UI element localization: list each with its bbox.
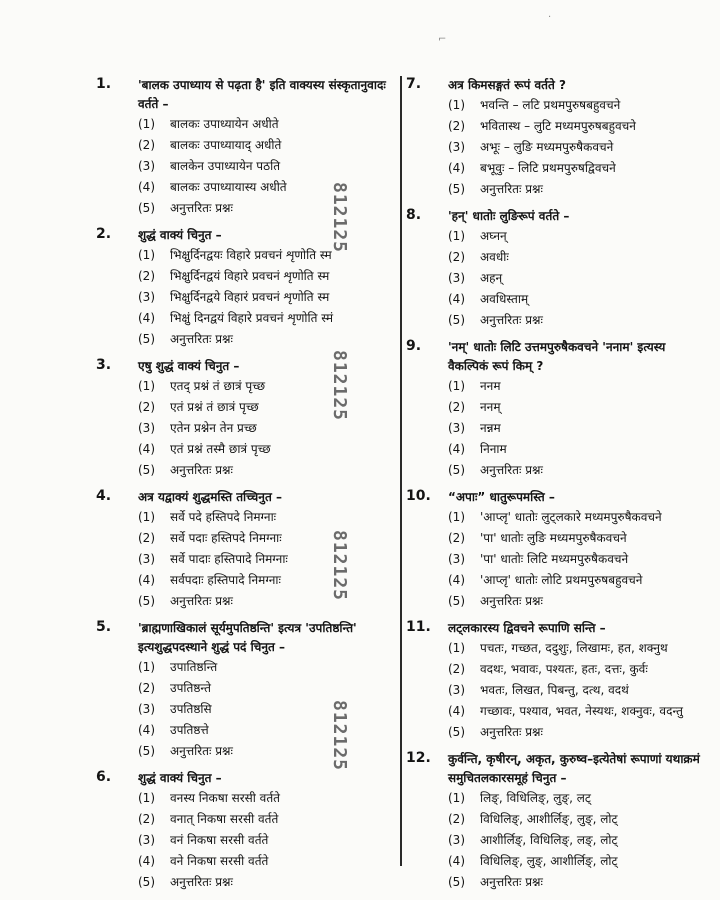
question-text: 'बालक उपाध्याय से पढ़ता है' इति वाक्यस्य संस्कृतानुवादः वर्तते – xyxy=(138,78,386,111)
option-number: (5) xyxy=(138,463,155,477)
question-text: लट्लकारस्य द्विवचने रूपाणि सन्ति – xyxy=(448,621,606,635)
option-number: (1) xyxy=(448,229,465,243)
option-number: (3) xyxy=(448,683,465,697)
option-number: (3) xyxy=(448,140,465,154)
option-text: नन्नम xyxy=(480,421,501,435)
answer-option xyxy=(448,570,708,591)
answer-option xyxy=(448,439,708,460)
option-text: एतं प्रश्नं तस्मै छात्रं पृच्छ xyxy=(170,442,271,456)
answer-option xyxy=(448,722,708,743)
option-text: ननम् xyxy=(480,400,501,414)
option-text: वदथः, भवावः, पश्यतः, हतः, दत्तः, कुर्वः xyxy=(480,662,648,676)
question-text: 'नम्' धातोः लिटि उत्तमपुरुषैकवचने 'ननाम' इत्यस्य वैकल्पिकं रूपं किम् ? xyxy=(448,340,666,373)
option-text: बालकः उपाध्यायाद् अधीते xyxy=(170,138,282,152)
option-number: (5) xyxy=(448,463,465,477)
answer-option xyxy=(448,460,708,481)
option-number: (3) xyxy=(448,271,465,285)
answer-option xyxy=(448,268,708,289)
answer-option xyxy=(448,549,708,570)
option-number: (4) xyxy=(138,723,155,737)
option-number: (4) xyxy=(448,704,465,718)
option-number: (2) xyxy=(448,400,465,414)
question-block xyxy=(408,338,708,481)
option-text: अनुत्तरितः प्रश्नः xyxy=(480,725,543,739)
option-number: (1) xyxy=(448,791,465,805)
answer-option xyxy=(138,245,398,266)
watermark-1: 812125 xyxy=(329,182,350,254)
watermark-3: 812125 xyxy=(329,530,350,602)
option-number: (2) xyxy=(448,119,465,133)
option-number: (3) xyxy=(138,421,155,435)
answer-option xyxy=(448,397,708,418)
option-text: एतं प्रश्नं तं छात्रं पृच्छ xyxy=(170,400,259,414)
answer-option xyxy=(448,872,708,893)
answer-option xyxy=(448,701,708,722)
question-block xyxy=(408,488,708,612)
answer-option xyxy=(138,851,398,872)
option-number: (5) xyxy=(138,201,155,215)
question-text: अत्र यद्वाक्यं शुद्धमस्ति तच्चिनुत – xyxy=(138,490,282,504)
option-text: अनुत्तरितः प्रश्नः xyxy=(480,313,543,327)
option-text: अनुत्तरितः प्रश्नः xyxy=(170,463,233,477)
answer-option xyxy=(138,741,398,762)
option-number: (3) xyxy=(138,290,155,304)
answer-option xyxy=(448,116,708,137)
question-text: एषु शुद्धं वाक्यं चिनुत – xyxy=(138,359,240,373)
option-number: (3) xyxy=(138,552,155,566)
question-number: 7. xyxy=(406,76,422,92)
answer-option xyxy=(138,135,398,156)
option-number: (1) xyxy=(138,791,155,805)
question-number: 9. xyxy=(406,338,422,354)
option-number: (1) xyxy=(138,117,155,131)
option-text: अनुत्तरितः प्रश्नः xyxy=(170,332,233,346)
question-number: 11. xyxy=(406,619,431,635)
answer-option xyxy=(448,788,708,809)
answer-option xyxy=(448,528,708,549)
answer-option xyxy=(138,418,398,439)
answer-option xyxy=(448,179,708,200)
question-block xyxy=(98,357,398,481)
option-number: (5) xyxy=(448,875,465,889)
option-text: अनुत्तरितः प्रश्नः xyxy=(480,594,543,608)
option-number: (1) xyxy=(138,510,155,524)
option-text: भिक्षुर्दिनद्वयं विहारे प्रवचनं शृणोति स्म xyxy=(170,269,330,283)
option-text: अघ्नन् xyxy=(480,229,507,243)
option-number: (4) xyxy=(448,161,465,175)
option-number: (2) xyxy=(448,250,465,264)
option-text: अनुत्तरितः प्रश्नः xyxy=(480,182,543,196)
answer-option xyxy=(448,507,708,528)
option-text: भवितास्थ – लुटि मध्यमपुरुषबहुवचने xyxy=(480,119,636,133)
answer-option xyxy=(138,830,398,851)
option-text: अनुत्तरितः प्रश्नः xyxy=(170,875,233,889)
option-text: वनं निकषा सरसी वर्तते xyxy=(170,833,269,847)
option-number: (4) xyxy=(138,180,155,194)
answer-option xyxy=(448,418,708,439)
option-text: भिक्षुं दिनद्वयं विहारे प्रवचनं शृणोति स्मं xyxy=(170,311,334,325)
option-number: (4) xyxy=(448,292,465,306)
answer-option xyxy=(138,699,398,720)
option-text: बालकः उपाध्यायास्य अधीते xyxy=(170,180,287,194)
answer-option xyxy=(448,830,708,851)
answer-option xyxy=(138,266,398,287)
question-block xyxy=(408,76,708,200)
option-text: अनुत्तरितः प्रश्नः xyxy=(480,875,543,889)
option-text: विधिलिङ्, आशीर्लिङ्, लुङ्, लोट् xyxy=(480,812,618,826)
option-text: अनुत्तरितः प्रश्नः xyxy=(170,594,233,608)
answer-option xyxy=(138,397,398,418)
option-number: (5) xyxy=(138,744,155,758)
question-number: 10. xyxy=(406,488,431,504)
option-number: (5) xyxy=(138,594,155,608)
option-number: (5) xyxy=(448,313,465,327)
answer-option xyxy=(448,638,708,659)
option-number: (5) xyxy=(138,332,155,346)
answer-option xyxy=(138,177,398,198)
option-text: अवधीः xyxy=(480,250,509,264)
option-number: (3) xyxy=(448,421,465,435)
question-block xyxy=(98,619,398,762)
answer-option xyxy=(448,247,708,268)
answer-option xyxy=(138,528,398,549)
option-text: गच्छावः, पश्याव, भवत, नेस्यथः, शक्नुवः, वदन्तु xyxy=(480,704,683,718)
option-text: आशीर्लिङ्, विधिलिङ्, लङ्, लोट् xyxy=(480,833,618,847)
question-number: 3. xyxy=(96,357,112,373)
option-text: सर्वपदाः हस्तिपादे निमग्नाः xyxy=(170,573,281,587)
question-number: 8. xyxy=(406,207,422,223)
question-number: 6. xyxy=(96,769,112,785)
question-block xyxy=(98,226,398,350)
question-text: अत्र किमसङ्गतं रूपं वर्तते ? xyxy=(448,78,567,92)
option-number: (1) xyxy=(138,660,155,674)
option-text: उपातिष्ठन्ति xyxy=(170,660,218,674)
option-number: (4) xyxy=(138,573,155,587)
option-text: निनाम xyxy=(480,442,507,456)
answer-option xyxy=(138,507,398,528)
right-column xyxy=(408,76,708,900)
option-number: (3) xyxy=(138,833,155,847)
option-number: (5) xyxy=(448,182,465,196)
question-text: कुर्वन्ति, कृषीरन्, अकृत, कुरुष्व–इत्येतेषां रूपाणां यथाक्रमं समुचितलकारसमूहं चिनुत – xyxy=(448,752,700,785)
option-text: अवधिस्ताम् xyxy=(480,292,529,306)
question-text: शुद्धं वाक्यं चिनुत – xyxy=(138,771,222,785)
option-number: (2) xyxy=(138,269,155,283)
option-number: (4) xyxy=(138,311,155,325)
question-block xyxy=(408,619,708,743)
option-text: 'आप्लृ' धातोः लोटि प्रथमपुरुषबहुवचने xyxy=(480,573,643,587)
option-number: (2) xyxy=(448,812,465,826)
option-text: अनुत्तरितः प्रश्नः xyxy=(480,463,543,477)
answer-option xyxy=(138,287,398,308)
answer-option xyxy=(448,680,708,701)
question-number: 5. xyxy=(96,619,112,635)
option-number: (5) xyxy=(138,875,155,889)
option-number: (1) xyxy=(448,98,465,112)
option-number: (1) xyxy=(448,510,465,524)
answer-option xyxy=(448,376,708,397)
question-block xyxy=(408,207,708,331)
answer-option xyxy=(448,310,708,331)
question-number: 2. xyxy=(96,226,112,242)
question-number: 1. xyxy=(96,76,112,92)
option-number: (1) xyxy=(448,641,465,655)
answer-option xyxy=(138,439,398,460)
answer-option xyxy=(138,329,398,350)
answer-option xyxy=(138,591,398,612)
answer-option xyxy=(138,114,398,135)
answer-option xyxy=(138,570,398,591)
scan-mark: ⌐ xyxy=(438,34,447,45)
option-text: भवतः, लिखत, पिबन्तु, दत्थ, वदथं xyxy=(480,683,629,697)
option-number: (2) xyxy=(138,681,155,695)
answer-option xyxy=(448,851,708,872)
question-number: 12. xyxy=(406,750,431,766)
answer-option xyxy=(448,226,708,247)
option-text: भिक्षुर्दिनद्वयः विहारे प्रवचनं शृणोति स्म xyxy=(170,248,332,262)
question-block xyxy=(98,76,398,219)
option-number: (4) xyxy=(138,854,155,868)
option-text: सर्वे पदाः हस्तिपदे निमग्नाः xyxy=(170,531,282,545)
option-text: वनस्य निकषा सरसी वर्तते xyxy=(170,791,281,805)
answer-option xyxy=(138,872,398,893)
answer-option xyxy=(138,198,398,219)
answer-option xyxy=(448,591,708,612)
option-number: (4) xyxy=(448,442,465,456)
answer-option xyxy=(448,809,708,830)
option-number: (3) xyxy=(448,552,465,566)
answer-option xyxy=(448,289,708,310)
option-text: अनुत्तरितः प्रश्नः xyxy=(170,201,233,215)
question-text: शुद्धं वाक्यं चिनुत – xyxy=(138,228,222,242)
option-text: वने निकषा सरसी वर्तते xyxy=(170,854,269,868)
answer-option xyxy=(448,659,708,680)
option-number: (4) xyxy=(138,442,155,456)
answer-option xyxy=(138,788,398,809)
answer-option xyxy=(138,460,398,481)
question-block xyxy=(98,769,398,893)
scan-mark: · xyxy=(548,12,552,23)
option-number: (2) xyxy=(138,812,155,826)
option-number: (2) xyxy=(138,138,155,152)
option-number: (2) xyxy=(138,531,155,545)
answer-option xyxy=(138,809,398,830)
option-text: 'आप्लृ' धातोः लुट्लकारे मध्यमपुरुषैकवचने xyxy=(480,510,662,524)
answer-option xyxy=(448,95,708,116)
option-text: अभूः – लुङि मध्यमपुरुषैकवचने xyxy=(480,140,614,154)
question-block xyxy=(408,750,708,893)
option-text: अनुत्तरितः प्रश्नः xyxy=(170,744,233,758)
option-text: उपतिष्ठसि xyxy=(170,702,212,716)
option-text: उपतिष्ठन्ते xyxy=(170,681,211,695)
option-text: अहन् xyxy=(480,271,503,285)
option-text: उपतिष्ठत्ते xyxy=(170,723,209,737)
option-text: लिङ्, विधिलिङ्, लुङ्, लट् xyxy=(480,791,591,805)
option-number: (1) xyxy=(448,379,465,393)
option-text: सर्वे पदे हस्तिपदे निमग्नाः xyxy=(170,510,277,524)
option-text: बालकेन उपाध्यायेन पठति xyxy=(170,159,281,173)
answer-option xyxy=(448,158,708,179)
option-number: (3) xyxy=(138,702,155,716)
option-number: (4) xyxy=(448,573,465,587)
option-text: विधिलिङ्, लुङ्, आशीर्लिङ्, लोट् xyxy=(480,854,618,868)
answer-option xyxy=(138,156,398,177)
answer-option xyxy=(138,678,398,699)
option-number: (2) xyxy=(448,662,465,676)
question-text: “अपाः” धातुरूपमस्ति – xyxy=(448,490,555,504)
answer-option xyxy=(138,308,398,329)
option-number: (5) xyxy=(448,594,465,608)
option-number: (3) xyxy=(138,159,155,173)
option-text: एतेन प्रश्नेन तेन प्रच्छ xyxy=(170,421,257,435)
watermark-4: 812125 xyxy=(329,700,350,772)
option-text: भिक्षुर्दिनद्वये विहारं प्रवचनं शृणोति स्म xyxy=(170,290,330,304)
option-number: (1) xyxy=(138,248,155,262)
option-number: (4) xyxy=(448,854,465,868)
question-text: 'ब्राह्मणाखिकालं सूर्यमुपतिष्ठन्ति' इत्यत्र 'उपतिष्ठन्ति' इत्यशुद्धपदस्थाने शुद्धं पदं चिनुत – xyxy=(138,621,357,654)
option-text: सर्वे पादाः हस्तिपादे निमग्नाः xyxy=(170,552,288,566)
column-divider xyxy=(400,76,402,866)
question-block xyxy=(98,488,398,612)
option-text: ननम xyxy=(480,379,501,393)
answer-option xyxy=(138,657,398,678)
answer-option xyxy=(138,720,398,741)
option-number: (1) xyxy=(138,379,155,393)
question-number: 4. xyxy=(96,488,112,504)
option-number: (5) xyxy=(448,725,465,739)
watermark-2: 812125 xyxy=(329,350,350,422)
option-text: 'पा' धातोः लिटि मध्यमपुरुषैकवचने xyxy=(480,552,629,566)
option-text: बालकः उपाध्यायेन अधीते xyxy=(170,117,279,131)
option-text: भवन्ति – लटि प्रथमपुरुषबहुवचने xyxy=(480,98,621,112)
option-number: (3) xyxy=(448,833,465,847)
answer-option xyxy=(138,376,398,397)
option-text: पचतः, गच्छत, ददुशुः, लिखामः, हत, शक्नुथ xyxy=(480,641,668,655)
option-text: एतद् प्रश्नं तं छात्रं पृच्छ xyxy=(170,379,266,393)
answer-option xyxy=(448,137,708,158)
option-number: (2) xyxy=(448,531,465,545)
option-text: वनात् निकषा सरसी वर्तते xyxy=(170,812,279,826)
option-number: (2) xyxy=(138,400,155,414)
left-column xyxy=(98,76,398,900)
answer-option xyxy=(138,549,398,570)
option-text: बभूवुः – लिटि प्रथमपुरुषद्विवचने xyxy=(480,161,616,175)
question-text: 'हन्' धातोः लुङिरूपं वर्तते – xyxy=(448,209,570,223)
option-text: 'पा' धातोः लुङि मध्यमपुरुषैकवचने xyxy=(480,531,627,545)
